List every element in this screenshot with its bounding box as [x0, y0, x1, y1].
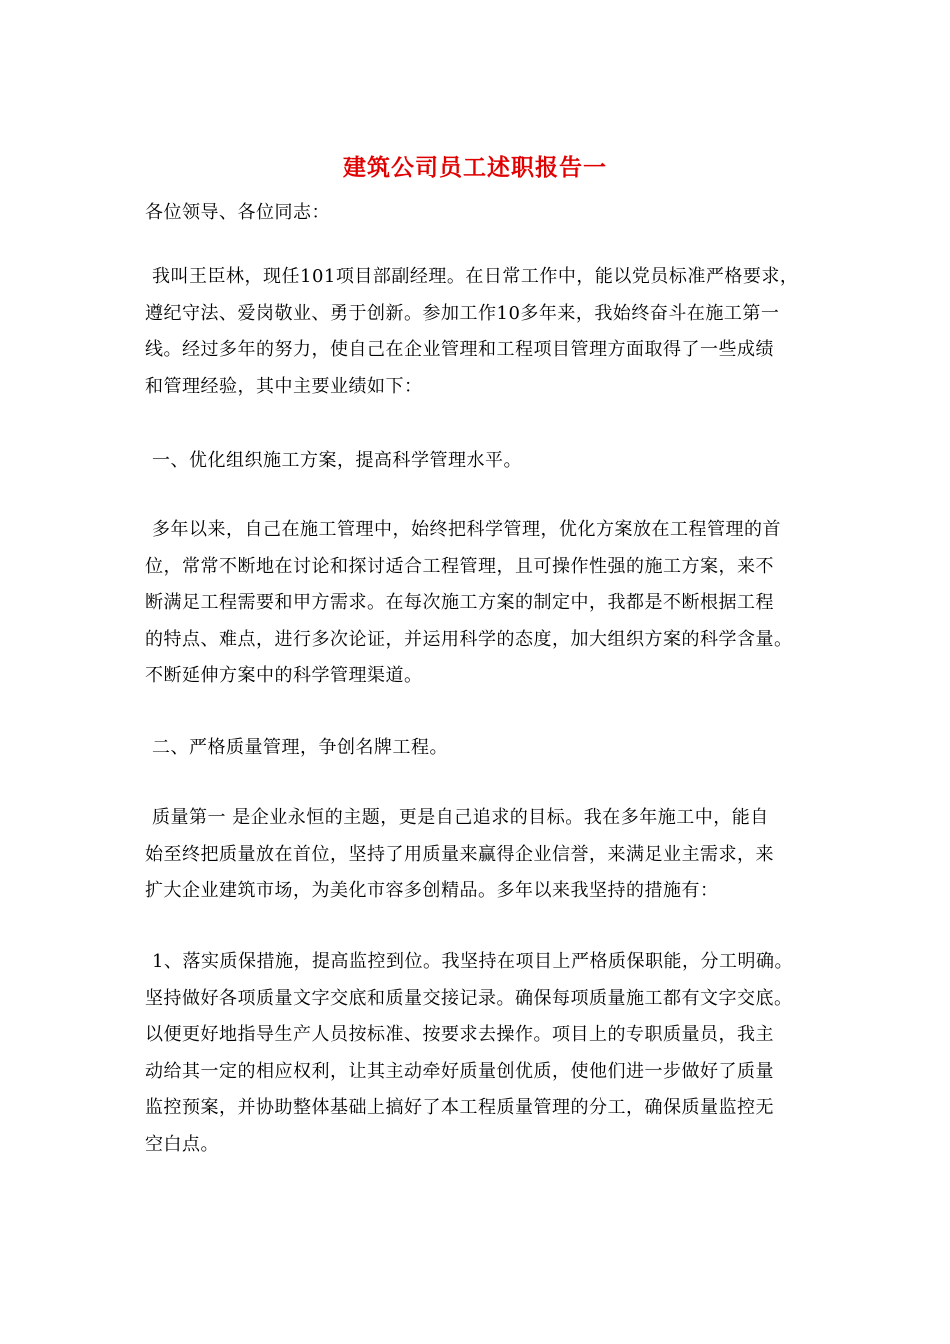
paragraph-line: 线。经过多年的努力，使自己在企业管理和工程项目管理方面取得了一些成绩: [145, 339, 774, 360]
paragraph-line: 质量第一 是企业永恒的主题，更是自己追求的目标。我在多年施工中，能自: [152, 807, 769, 828]
section-heading-2: [145, 730, 815, 767]
paragraph-section-2: [145, 800, 815, 910]
paragraph-line: 不断延伸方案中的科学管理渠道。: [145, 665, 423, 686]
paragraph-line: 多年以来，自己在施工管理中，始终把科学管理，优化方案放在工程管理的首: [152, 519, 781, 540]
paragraph-line: 空白点。: [145, 1133, 219, 1155]
paragraph-line: 断满足工程需要和甲方需求。在每次施工方案的制定中，我都是不断根据工程: [145, 592, 774, 613]
paragraph-line: 我叫王臣林，现任101项目部副经理。在日常工作中，能以党员标准严格要求，: [152, 266, 799, 287]
paragraph-line: 位，常常不断地在讨论和探讨适合工程管理，且可操作性强的施工方案，来不: [145, 555, 774, 577]
section-heading-1: [145, 443, 815, 480]
paragraph-intro: [145, 259, 815, 405]
greeting-line: 各位领导、各位同志：: [145, 202, 330, 223]
paragraph-line: 的特点、难点，进行多次论证，并运用科学的态度，加大组织方案的科学含量。: [145, 628, 793, 650]
heading-line: 二、严格质量管理，争创名牌工程。: [152, 737, 448, 758]
paragraph-line: 1、落实质保措施，提高监控到位。我坚持在项目上严格质保职能，分工明确。: [152, 951, 793, 972]
paragraph-line: 扩大企业建筑市场，为美化市容多创精品。多年以来我坚持的措施有：: [145, 880, 719, 901]
paragraph-line: 坚持做好各项质量文字交底和质量交接记录。确保每项质量施工都有文字交底。: [145, 987, 793, 1009]
greeting: [145, 195, 815, 232]
paragraph-line: 始至终把质量放在首位，坚持了用质量来赢得企业信誉，来满足业主需求，来: [145, 843, 774, 865]
paragraph-measures: [145, 944, 815, 1163]
paragraph-section-1: [145, 512, 815, 695]
paragraph-line: 遵纪守法、爱岗敬业、勇于创新。参加工作10多年来，我始终奋斗在施工第一: [145, 302, 780, 324]
paragraph-line: 和管理经验，其中主要业绩如下：: [145, 375, 423, 397]
paragraph-line: 以便更好地指导生产人员按标准、按要求去操作。项目上的专职质量员，我主: [145, 1024, 774, 1045]
paragraph-line: 监控预案，并协助整体基础上搞好了本工程质量管理的分工，确保质量监控无: [145, 1097, 774, 1118]
paragraph-line: 动给其一定的相应权利，让其主动牵好质量创优质，使他们进一步做好了质量: [145, 1060, 774, 1082]
heading-line: 一、优化组织施工方案，提高科学管理水平。: [152, 450, 522, 471]
document-title: 建筑公司员工述职报告一: [343, 154, 607, 181]
